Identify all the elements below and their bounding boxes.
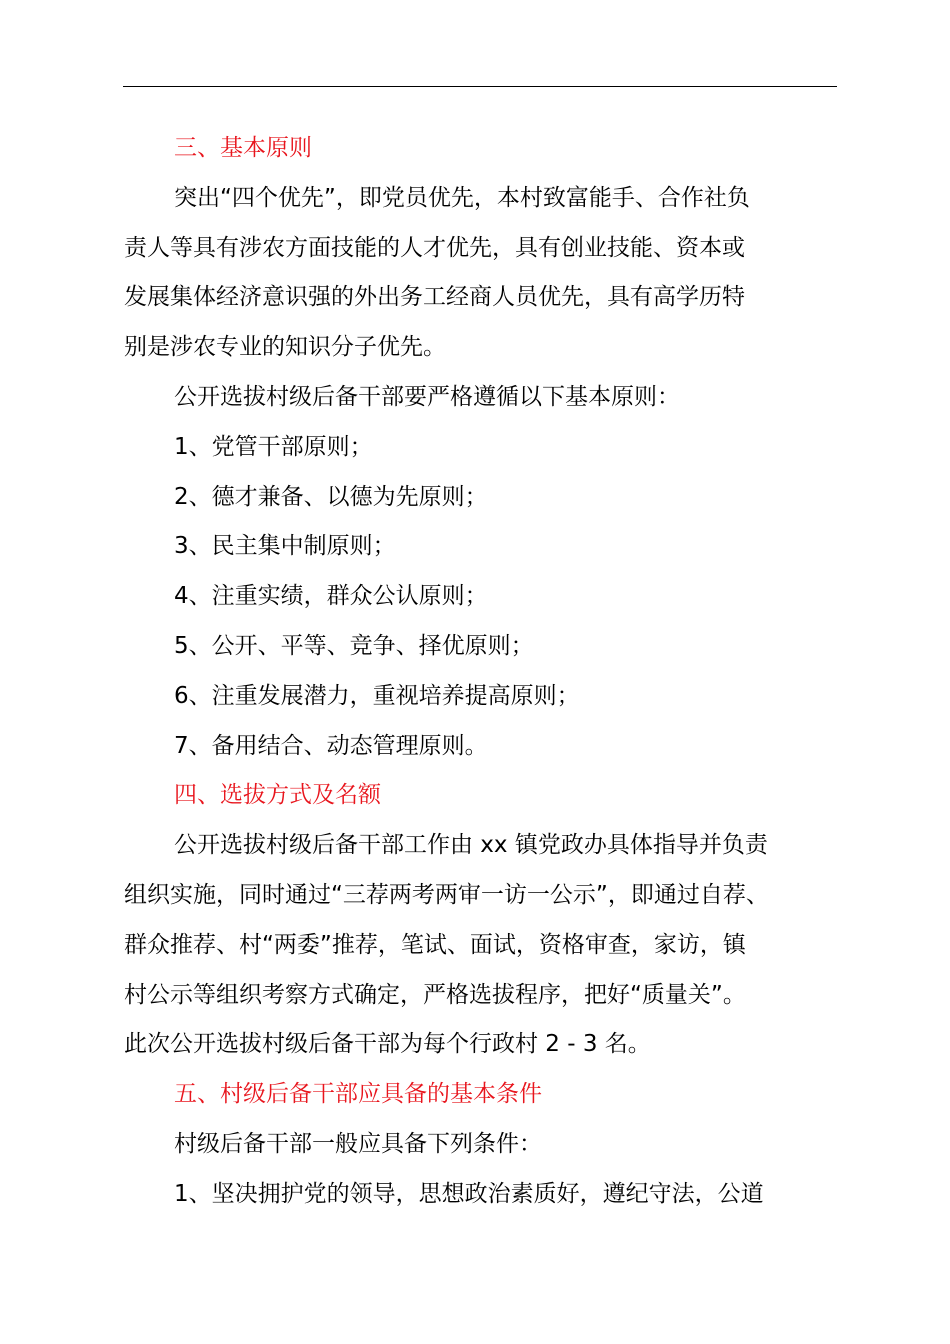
section-3-paragraph-1-line-1: 突出“四个优先”，即党员优先，本村致富能手、合作社负 [174, 184, 750, 211]
section-5-heading: 五、村级后备干部应具备的基本条件 [174, 1081, 542, 1108]
section-4-paragraph-line-2: 组织实施，同时通过“三荐两考两审一访一公示”，即通过自荐、 [124, 881, 769, 908]
header-rule [123, 86, 837, 87]
document-body [124, 124, 838, 1220]
section-3-paragraph-2: 公开选拔村级后备干部要严格遵循以下基本原则： [174, 383, 680, 410]
principle-item-4: 4、注重实绩，群众公认原则； [174, 583, 488, 610]
principle-item-6: 6、注重发展潜力，重视培养提高原则； [174, 682, 580, 709]
principle-item-5: 5、公开、平等、竞争、择优原则； [174, 632, 534, 659]
section-3-heading: 三、基本原则 [174, 135, 312, 161]
section-3-paragraph-1-line-2: 责人等具有涉农方面技能的人才优先，具有创业技能、资本或 [124, 234, 745, 261]
section-4-heading: 四、选拔方式及名额 [174, 782, 381, 809]
section-3-paragraph-1-line-3: 发展集体经济意识强的外出务工经商人员优先，具有高学历特 [124, 284, 745, 311]
principle-item-3: 3、民主集中制原则； [174, 533, 396, 560]
section-3-paragraph-1-line-4: 别是涉农专业的知识分子优先。 [124, 334, 446, 361]
principle-item-7: 7、备用结合、动态管理原则。 [174, 732, 488, 759]
section-5-paragraph: 村级后备干部一般应具备下列条件： [174, 1130, 542, 1157]
section-4-paragraph-line-5: 此次公开选拔村级后备干部为每个行政村 2 - 3 名。 [124, 1031, 651, 1058]
section-4-paragraph-line-1: 公开选拔村级后备干部工作由 xx 镇党政办具体指导并负责 [174, 832, 768, 859]
principle-item-1: 1、党管干部原则； [174, 433, 373, 460]
section-4-paragraph-line-4: 村公示等组织考察方式确定，严格选拔程序，把好“质量关”。 [124, 981, 746, 1008]
condition-item-1: 1、坚决拥护党的领导，思想政治素质好，遵纪守法，公道 [174, 1180, 764, 1207]
section-4-paragraph-line-3: 群众推荐、村“两委”推荐，笔试、面试，资格审查，家访，镇 [124, 931, 746, 958]
principle-item-2: 2、德才兼备、以德为先原则； [174, 483, 488, 510]
